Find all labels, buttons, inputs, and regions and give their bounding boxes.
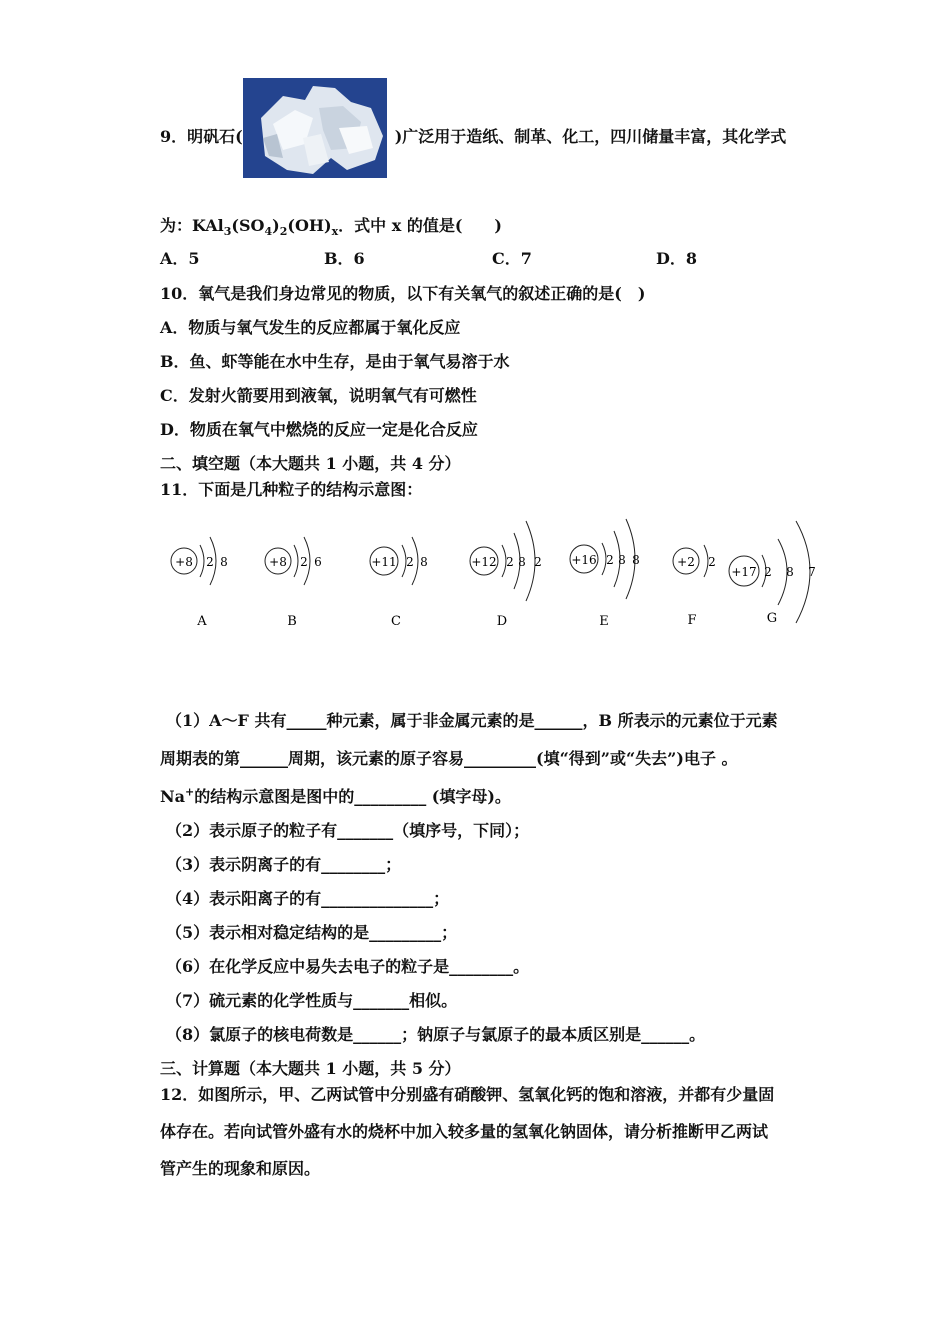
nucleus-B: +8 (269, 555, 287, 569)
shell-G-2: 8 (786, 565, 794, 579)
q9-option-c: C．7 (492, 249, 532, 268)
q9-formula-line (160, 216, 502, 239)
q12-line3: 管产生的现象和原因。 (160, 1159, 321, 1178)
particle-C (370, 537, 428, 629)
shell-A-1: 2 (206, 555, 214, 569)
particle-G (729, 521, 816, 626)
section2-heading: 二、填空题（本大题共 1 小题，共 4 分） (160, 454, 461, 473)
shell-G-3: 7 (808, 565, 816, 579)
q11-sub2: （2）表示原子的粒子有_______（填序号，下同）； (166, 821, 530, 840)
label-G: G (766, 611, 778, 626)
particle-diagrams (160, 505, 840, 640)
particle-E (570, 519, 640, 629)
nucleus-G: +17 (731, 565, 757, 579)
shell-E-1: 2 (606, 553, 614, 567)
q10-option-a: A．物质与氧气发生的反应都属于氧化反应 (160, 318, 461, 337)
nucleus-C: +11 (371, 555, 397, 569)
q10-option-b: B．鱼、虾等能在水中生存，是由于氧气易溶于水 (160, 352, 510, 371)
alunite-photo (243, 78, 387, 178)
q10-stem: 10．氧气是我们身边常见的物质，以下有关氧气的叙述正确的是( ) (160, 284, 646, 303)
label-D: D (496, 614, 508, 629)
nucleus-F: +2 (677, 555, 695, 569)
formula-end: ．式中 x 的值是( ) (338, 216, 502, 235)
q9-option-d: D．8 (656, 249, 698, 268)
label-E: E (599, 614, 609, 629)
section3-heading: 三、计算题（本大题共 1 小题，共 5 分） (160, 1059, 461, 1078)
formula-sub3: 2 (279, 225, 288, 239)
formula-sub2: 4 (264, 225, 273, 239)
particle-A (171, 537, 228, 629)
shell-D-2: 8 (518, 555, 526, 569)
formula-sub4: x (331, 225, 339, 239)
shell-B-2: 6 (314, 555, 322, 569)
q9-prefix: 9．明矾石( (160, 127, 243, 146)
shell-C-2: 8 (420, 555, 428, 569)
nucleus-A: +8 (175, 555, 193, 569)
na-symbol: Na (160, 787, 185, 806)
formula-mid1: (SO (231, 216, 265, 235)
shell-E-3: 8 (632, 553, 640, 567)
q12-line1: 12．如图所示，甲、乙两试管中分别盛有硝酸钾、氢氧化钙的饱和溶液，并都有少量固 (160, 1085, 775, 1104)
q12-line2: 体存在。若向试管外盛有水的烧杯中加入较多量的氢氧化钠固体，请分析推断甲乙两试 (160, 1122, 769, 1141)
q11-sub8: （8）氯原子的核电荷数是______；钠原子与氯原子的最本质区别是______。 (166, 1025, 706, 1044)
shell-F-1: 2 (708, 555, 716, 569)
shell-A-2: 8 (220, 555, 228, 569)
q9-option-b: B．6 (324, 249, 365, 268)
formula-mid2: ) (272, 216, 280, 235)
q11-sub1-line2: 周期表的第______周期，该元素的原子容易_________(填“得到”或“失去”)电子 。 (160, 749, 738, 768)
q11-sub5: （5）表示相对稳定结构的是_________； (166, 923, 458, 942)
q10-option-c: C．发射火箭要用到液氧，说明氧气有可燃性 (160, 386, 477, 405)
label-B: B (287, 614, 297, 629)
formula-mid3: (OH) (287, 216, 332, 235)
q11-stem: 11．下面是几种粒子的结构示意图： (160, 480, 423, 499)
shell-D-1: 2 (506, 555, 514, 569)
particle-B (265, 537, 322, 629)
q11-sub3: （3）表示阴离子的有________； (166, 855, 402, 874)
shell-B-1: 2 (300, 555, 308, 569)
shell-C-1: 2 (406, 555, 414, 569)
particle-D (470, 521, 542, 629)
q11-sub1-line1: （1）A～F 共有_____种元素，属于非金属元素的是______，B 所表示的元素位于元素 (166, 711, 778, 730)
shell-G-1: 2 (764, 565, 772, 579)
q11-sub1-line3 (160, 787, 511, 807)
formula-start: 为：KAl (160, 216, 224, 235)
label-A: A (197, 614, 207, 629)
sub1-line3-text: 的结构示意图是图中的_________ (填字母)。 (194, 787, 511, 806)
q11-sub7: （7）硫元素的化学性质与_______相似。 (166, 991, 458, 1010)
q11-sub6: （6）在化学反应中易失去电子的粒子是________。 (166, 957, 530, 976)
q10-option-d: D．物质在氧气中燃烧的反应一定是化合反应 (160, 420, 478, 439)
nucleus-E: +16 (571, 553, 597, 567)
label-F: F (687, 613, 697, 628)
shell-D-3: 2 (534, 555, 542, 569)
na-charge: + (185, 785, 195, 799)
particle-F (673, 545, 716, 628)
shell-E-2: 8 (618, 553, 626, 567)
nucleus-D: +12 (471, 555, 497, 569)
q11-sub4: （4）表示阳离子的有______________； (166, 889, 450, 908)
formula-sub1: 3 (223, 225, 232, 239)
q9-option-a: A．5 (160, 249, 200, 268)
q9-suffix: )广泛用于造纸、制革、化工，四川储量丰富，其化学式 (394, 127, 787, 146)
label-C: C (391, 614, 401, 629)
